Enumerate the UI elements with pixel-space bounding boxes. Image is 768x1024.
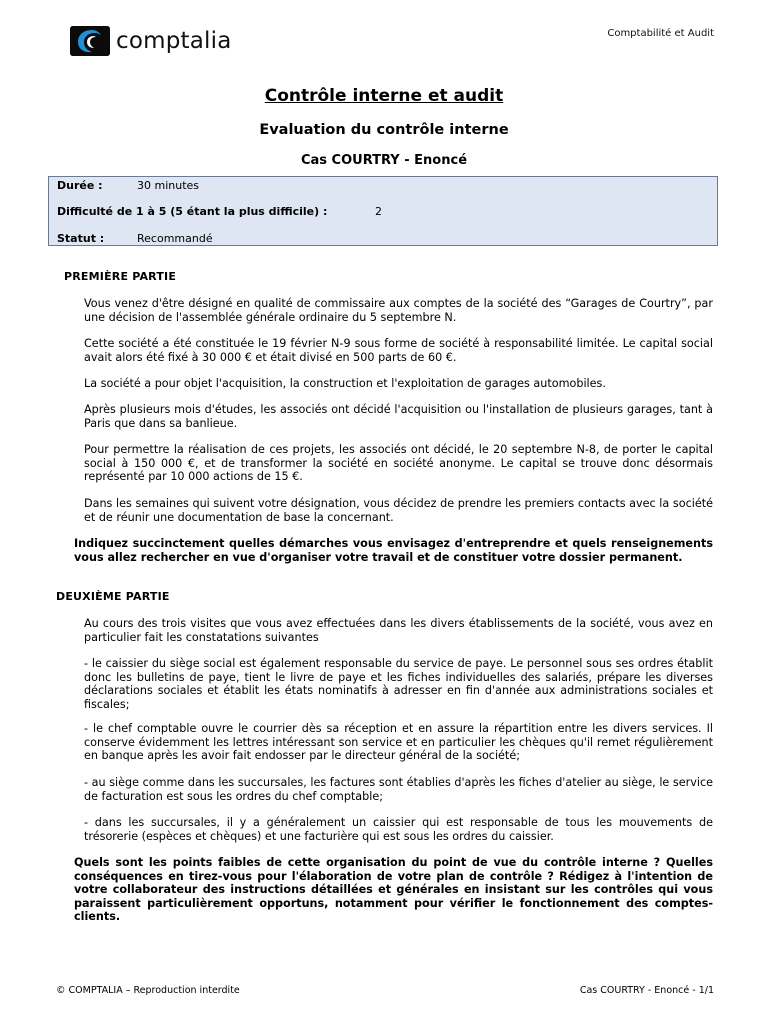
section-heading-part2: DEUXIÈME PARTIE	[56, 590, 170, 603]
status-value: Recommandé	[137, 232, 213, 245]
difficulty-label: Difficulté de 1 à 5 (5 étant la plus difficile) :	[57, 205, 328, 218]
difficulty-value: 2	[375, 205, 382, 218]
document-title: Contrôle interne et audit	[264, 86, 504, 106]
document-subtitle: Evaluation du contrôle interne	[259, 122, 509, 138]
paragraph: Pour permettre la réalisation de ces projets, les associés ont décidé, le 20 septembre N-8, de porter le capital social à 150 000 €, et de transformer la société en société anonyme. Le capital se trouve donc désormais représenté par 10 000 actions de 15 €.	[84, 443, 713, 483]
comptalia-logo	[70, 26, 232, 56]
info-box	[48, 176, 718, 246]
paragraph: - dans les succursales, il y a généralement un caissier qui est responsable de tous les mouvements de trésorerie (espèces et chèques) et une facturière qui est sous les ordres du caissier.	[84, 816, 713, 843]
paragraph: Cette société a été constituée le 19 février N-9 sous forme de société à responsabilité limitée. Le capital social avait alors été fixé à 30 000 € et était divisé en 500 parts de 60 €.	[84, 337, 713, 364]
footer-copyright: © COMPTALIA – Reproduction interdite	[56, 985, 240, 996]
paragraph: - le chef comptable ouvre le courrier dès sa réception et en assure la répartition entre les divers services. Il conserve évidemment les lettres intéressant son service et en particulier les chèques qu'il remet régulièrement en banque après les avoir fait endosser par le directeur général de la société;	[84, 722, 713, 762]
comptalia-logo-icon	[70, 26, 110, 56]
status-label: Statut :	[57, 232, 105, 245]
paragraph: Dans les semaines qui suivent votre désignation, vous décidez de prendre les premiers contacts avec la société et de réunir une documentation de base la concernant.	[84, 497, 713, 524]
case-title: Cas COURTRY - Enoncé	[300, 153, 468, 168]
footer-page-info: Cas COURTRY - Enoncé - 1/1	[579, 985, 714, 996]
section-heading-part1: PREMIÈRE PARTIE	[64, 270, 177, 283]
paragraph: Vous venez d'être désigné en qualité de commissaire aux comptes de la société des “Garages de Courtry”, par une décision de l'assemblée générale ordinaire du 5 septembre N.	[84, 297, 713, 324]
logo-text: comptalia	[116, 28, 232, 54]
paragraph: - au siège comme dans les succursales, les factures sont établies d'après les fiches d'atelier au siège, le service de facturation est sous les ordres du chef comptable;	[84, 776, 713, 803]
paragraph: - le caissier du siège social est également responsable du service de paye. Le personnel sous ses ordres établit donc les bulletins de paye, tient le livre de paye et les fiches individuelles des salariés, prépare les diverses déclarations sociales et établit les états nominatifs à adresser en fin d'année aux administrations sociales et fiscales;	[84, 657, 713, 711]
duration-label: Durée :	[57, 179, 103, 192]
header-category: Comptabilité et Audit	[607, 28, 714, 39]
paragraph: Au cours des trois visites que vous avez effectuées dans les divers établissements de la société, vous avez en particulier fait les constatations suivantes	[84, 617, 713, 644]
question-part2: Quels sont les points faibles de cette organisation du point de vue du contrôle interne ? Quelles conséquences en tirez-vous pour l'élaboration de votre plan de contrôle ? Rédigez à l'intention de votre collaborateur des instructions détaillées et générales en insistant sur les contrôles qui vous paraissent particulièrement opportuns, notamment pour vérifier le fonctionnement des comptes-clients.	[74, 856, 713, 923]
question-part1: Indiquez succinctement quelles démarches vous envisagez d'entreprendre et quels renseignements vous allez rechercher en vue d'organiser votre travail et de constituer votre dossier permanent.	[74, 537, 713, 564]
duration-value: 30 minutes	[137, 179, 200, 192]
paragraph: La société a pour objet l'acquisition, la construction et l'exploitation de garages automobiles.	[84, 377, 606, 390]
paragraph: Après plusieurs mois d'études, les associés ont décidé l'acquisition ou l'installation de plusieurs garages, tant à Paris que dans sa banlieue.	[84, 403, 713, 430]
